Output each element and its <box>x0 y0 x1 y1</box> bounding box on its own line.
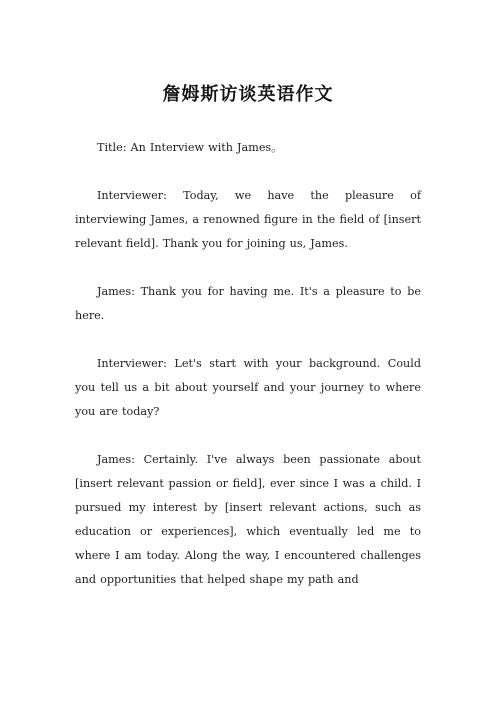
paragraph-james-thanks: James: Thank you for having me. It's a pleasure to be here. <box>75 285 421 322</box>
paragraph-interviewer-intro: Interviewer: Today, we have the pleasure of interviewing James, a renowned figure in the field of [insert relevant field]. Thank you for joining us, James. <box>75 189 421 250</box>
document-body <box>75 136 421 592</box>
paragraph-james-journey: James: Certainly. I've always been passionate about [insert relevant passion or field], ever since I was a child. I pursued my interest by [insert relevant actions, such as education or experiences], which eventually led me to where I am today. Along the way, I encountered challenges and opportunities that helped shape my path and <box>75 453 421 586</box>
paragraph-interviewer-background: Interviewer: Let's start with your background. Could you tell us a bit about yourself and your journey to where you are today? <box>75 357 421 418</box>
paragraph-title-line: Title: An Interview with James。 <box>97 141 283 154</box>
document-title: 詹姆斯访谈英语作文 <box>162 84 334 105</box>
